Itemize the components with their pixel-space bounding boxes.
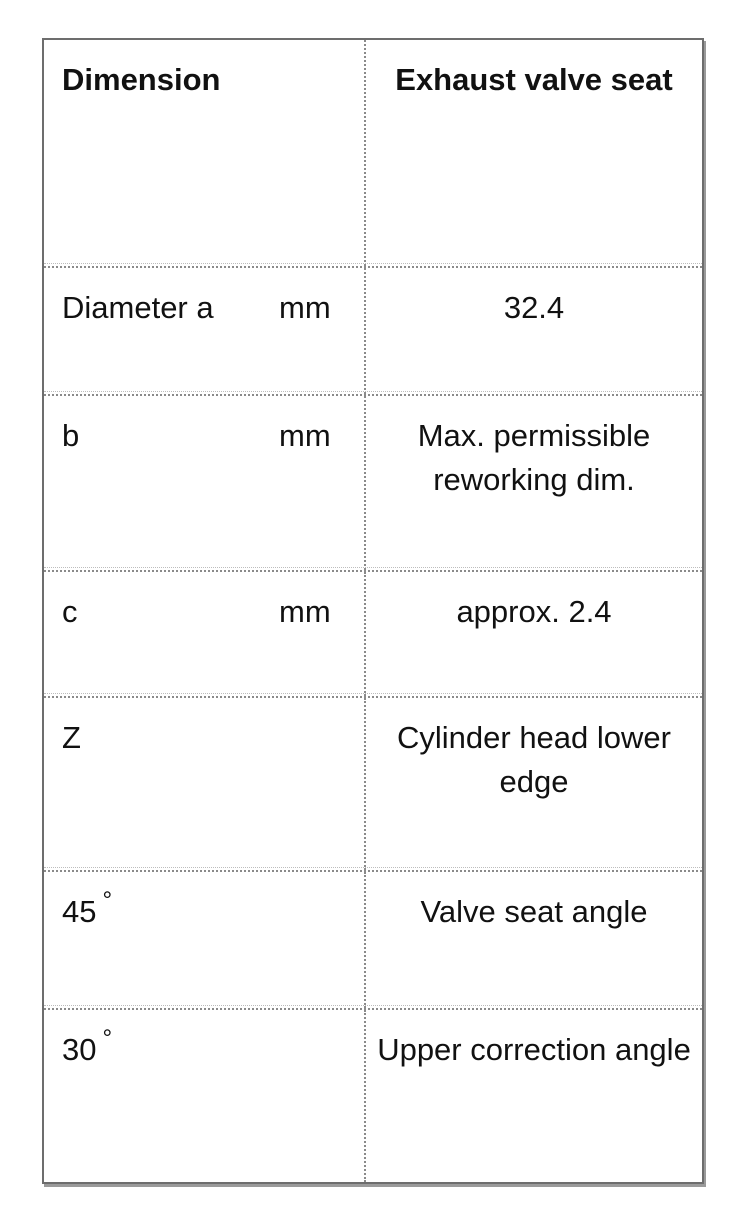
header-dimension: Dimension [44, 40, 366, 266]
dimension-label: Diameter a [62, 290, 214, 325]
degree-symbol: ° [102, 1025, 113, 1052]
degree-symbol: ° [102, 887, 113, 914]
dimension-label: c [62, 594, 78, 629]
valve-seat-dimensions-table [42, 38, 704, 1184]
table-row [44, 870, 702, 1008]
dimension-cell [44, 268, 366, 394]
dimension-label: 30 [62, 1032, 97, 1067]
table-row [44, 266, 702, 394]
table-row [44, 570, 702, 696]
dimension-unit: mm [279, 290, 331, 325]
value-cell: Valve seat angle [420, 894, 648, 929]
table-row [44, 1008, 702, 1182]
dimension-unit: mm [279, 594, 331, 629]
dimension-cell [44, 698, 366, 870]
table-row [44, 394, 702, 570]
header-row [44, 40, 702, 266]
dimension-unit: mm [279, 418, 331, 453]
value-cell: Max. permissible reworking dim. [417, 418, 651, 497]
dimension-cell [44, 1010, 366, 1182]
dimension-cell [44, 572, 366, 696]
header-exhaust-valve-seat: Exhaust valve seat [395, 62, 673, 97]
value-cell: Upper correction angle [377, 1032, 691, 1067]
dimension-label: 45 [62, 894, 97, 929]
dimension-cell [44, 396, 366, 570]
value-cell: approx. 2.4 [456, 594, 612, 629]
dimension-cell [44, 872, 366, 1008]
table-row [44, 696, 702, 870]
dimension-label: b [62, 418, 80, 453]
value-cell: 32.4 [503, 290, 565, 325]
dimension-label: Z [62, 720, 81, 755]
value-cell: Cylinder head lower edge [397, 720, 671, 799]
